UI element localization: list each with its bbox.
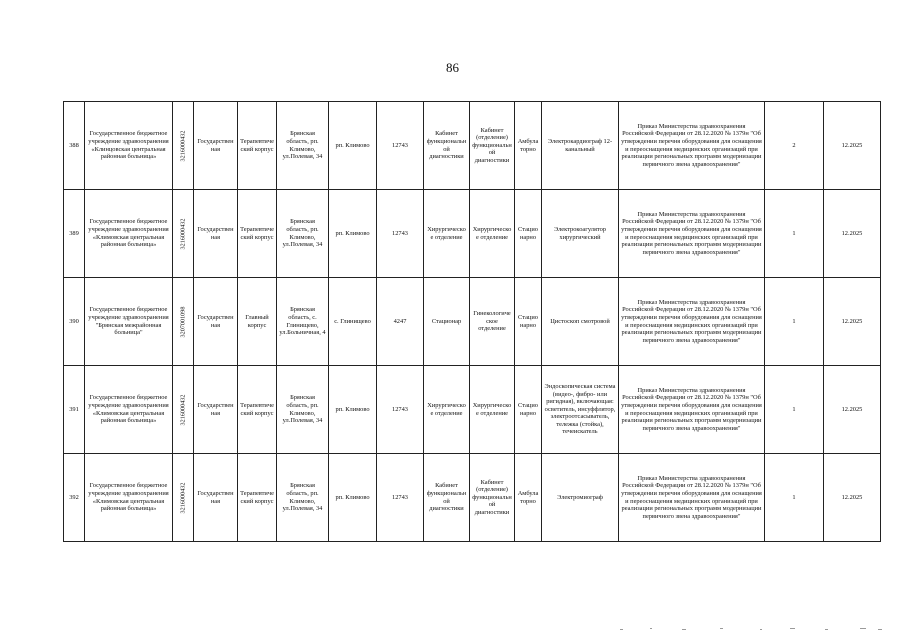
row-number: 390	[64, 278, 85, 366]
settlement: рп. Климово	[329, 454, 377, 542]
delivery-date: 12.2025	[824, 454, 881, 542]
settlement: рп. Климово	[329, 190, 377, 278]
table-row	[64, 190, 881, 278]
regulatory-order: Приказ Министерства здравоохранения Российской Федерации от 28.12.2020 № 1379н "Об утверждении перечня оборудования для оснащения и переоснащения медицинских организаций при реализации региональных программ модернизации первичного звена здравоохранения"	[619, 278, 765, 366]
table-row	[64, 278, 881, 366]
population: 4247	[377, 278, 424, 366]
organization-name: Государственное бюджетное учреждение здравоохранения «Климовская центральная районная больница»	[85, 190, 173, 278]
quantity: 1	[765, 454, 824, 542]
equipment-name: Цистоскоп смотровой	[542, 278, 619, 366]
page-number: 86	[446, 60, 459, 75]
care-conditions: Амбулаторно	[515, 454, 542, 542]
organization-inn: 3216000432	[173, 366, 194, 454]
equipment-name: Электрокардиограф 12-канальный	[542, 102, 619, 190]
organization-inn: 3216000432	[173, 454, 194, 542]
unit: Стационар	[424, 278, 470, 366]
ownership-form: Государственная	[194, 454, 238, 542]
delivery-date: 12.2025	[824, 278, 881, 366]
organization-name: Государственное бюджетное учреждение здравоохранения «Климовская центральная районная больница»	[85, 454, 173, 542]
settlement: рп. Климово	[329, 366, 377, 454]
delivery-date: 12.2025	[824, 366, 881, 454]
building: Терапевтический корпус	[238, 102, 277, 190]
population: 12743	[377, 102, 424, 190]
quantity: 2	[765, 102, 824, 190]
address: Брянская область, с. Глинищево, ул.Больничная, 4	[277, 278, 329, 366]
settlement: с. Глинищево	[329, 278, 377, 366]
regulatory-order: Приказ Министерства здравоохранения Российской Федерации от 28.12.2020 № 1379н "Об утверждении перечня оборудования для оснащения и переоснащения медицинских организаций при реализации региональных программ модернизации первичного звена здравоохранения"	[619, 102, 765, 190]
table-row	[64, 366, 881, 454]
subunit: Кабинет (отделение) функциональной диагностики	[470, 102, 515, 190]
row-number: 392	[64, 454, 85, 542]
equipment-name: Электромиограф	[542, 454, 619, 542]
settlement: рп. Климово	[329, 102, 377, 190]
quantity: 1	[765, 366, 824, 454]
care-conditions: Стационарно	[515, 190, 542, 278]
building: Главный корпус	[238, 278, 277, 366]
ownership-form: Государственная	[194, 190, 238, 278]
population: 12743	[377, 454, 424, 542]
organization-name: Государственное бюджетное учреждение здравоохранения «Климовская центральная районная больница»	[85, 366, 173, 454]
organization-inn: 3207001098	[173, 278, 194, 366]
subunit: Гинекологическое отделение	[470, 278, 515, 366]
building: Терапевтический корпус	[238, 454, 277, 542]
row-number: 391	[64, 366, 85, 454]
organization-name: Государственное бюджетное учреждение здравоохранения «Клинцовская центральная районная больница»	[85, 102, 173, 190]
ownership-form: Государственная	[194, 278, 238, 366]
equipment-name: Эндоскопическая система (видео-, фибро- или ригидная), включающая: осветитель, инсуффлятор, электроотсасыватель, тележка (стойка), течеискатель	[542, 366, 619, 454]
unit: Кабинет функциональной диагностики	[424, 454, 470, 542]
scan-artifact	[620, 626, 890, 632]
care-conditions: Стационарно	[515, 366, 542, 454]
table-row	[64, 102, 881, 190]
subunit: Хирургическое отделение	[470, 366, 515, 454]
unit: Кабинет функциональной диагностики	[424, 102, 470, 190]
organization-name: Государственное бюджетное учреждение здравоохранения "Брянская межрайонная больница"	[85, 278, 173, 366]
organization-inn: 3216000432	[173, 190, 194, 278]
unit: Хирургическое отделение	[424, 190, 470, 278]
row-number: 388	[64, 102, 85, 190]
row-number: 389	[64, 190, 85, 278]
building: Терапевтический корпус	[238, 366, 277, 454]
building: Терапевтический корпус	[238, 190, 277, 278]
ownership-form: Государственная	[194, 366, 238, 454]
address: Брянская область, рп. Климово, ул.Полевая, 34	[277, 366, 329, 454]
population: 12743	[377, 366, 424, 454]
address: Брянская область, рп. Климово, ул.Полевая, 34	[277, 102, 329, 190]
delivery-date: 12.2025	[824, 102, 881, 190]
quantity: 1	[765, 278, 824, 366]
equipment-registry-table	[63, 101, 881, 542]
quantity: 1	[765, 190, 824, 278]
table-row	[64, 454, 881, 542]
delivery-date: 12.2025	[824, 190, 881, 278]
address: Брянская область, рп. Климово, ул.Полевая, 34	[277, 190, 329, 278]
equipment-name: Электрокоагулятор хирургический	[542, 190, 619, 278]
address: Брянская область, рп. Климово, ул.Полевая, 34	[277, 454, 329, 542]
care-conditions: Амбулаторно	[515, 102, 542, 190]
subunit: Хирургическое отделение	[470, 190, 515, 278]
regulatory-order: Приказ Министерства здравоохранения Российской Федерации от 28.12.2020 № 1379н "Об утверждении перечня оборудования для оснащения и переоснащения медицинских организаций при реализации региональных программ модернизации первичного звена здравоохранения"	[619, 454, 765, 542]
unit: Хирургическое отделение	[424, 366, 470, 454]
care-conditions: Стационарно	[515, 278, 542, 366]
subunit: Кабинет (отделение) функциональной диагностики	[470, 454, 515, 542]
population: 12743	[377, 190, 424, 278]
regulatory-order: Приказ Министерства здравоохранения Российской Федерации от 28.12.2020 № 1379н "Об утверждении перечня оборудования для оснащения и переоснащения медицинских организаций при реализации региональных программ модернизации первичного звена здравоохранения"	[619, 190, 765, 278]
organization-inn: 3216000432	[173, 102, 194, 190]
regulatory-order: Приказ Министерства здравоохранения Российской Федерации от 28.12.2020 № 1379н "Об утверждении перечня оборудования для оснащения и переоснащения медицинских организаций при реализации региональных программ модернизации первичного звена здравоохранения"	[619, 366, 765, 454]
ownership-form: Государственная	[194, 102, 238, 190]
